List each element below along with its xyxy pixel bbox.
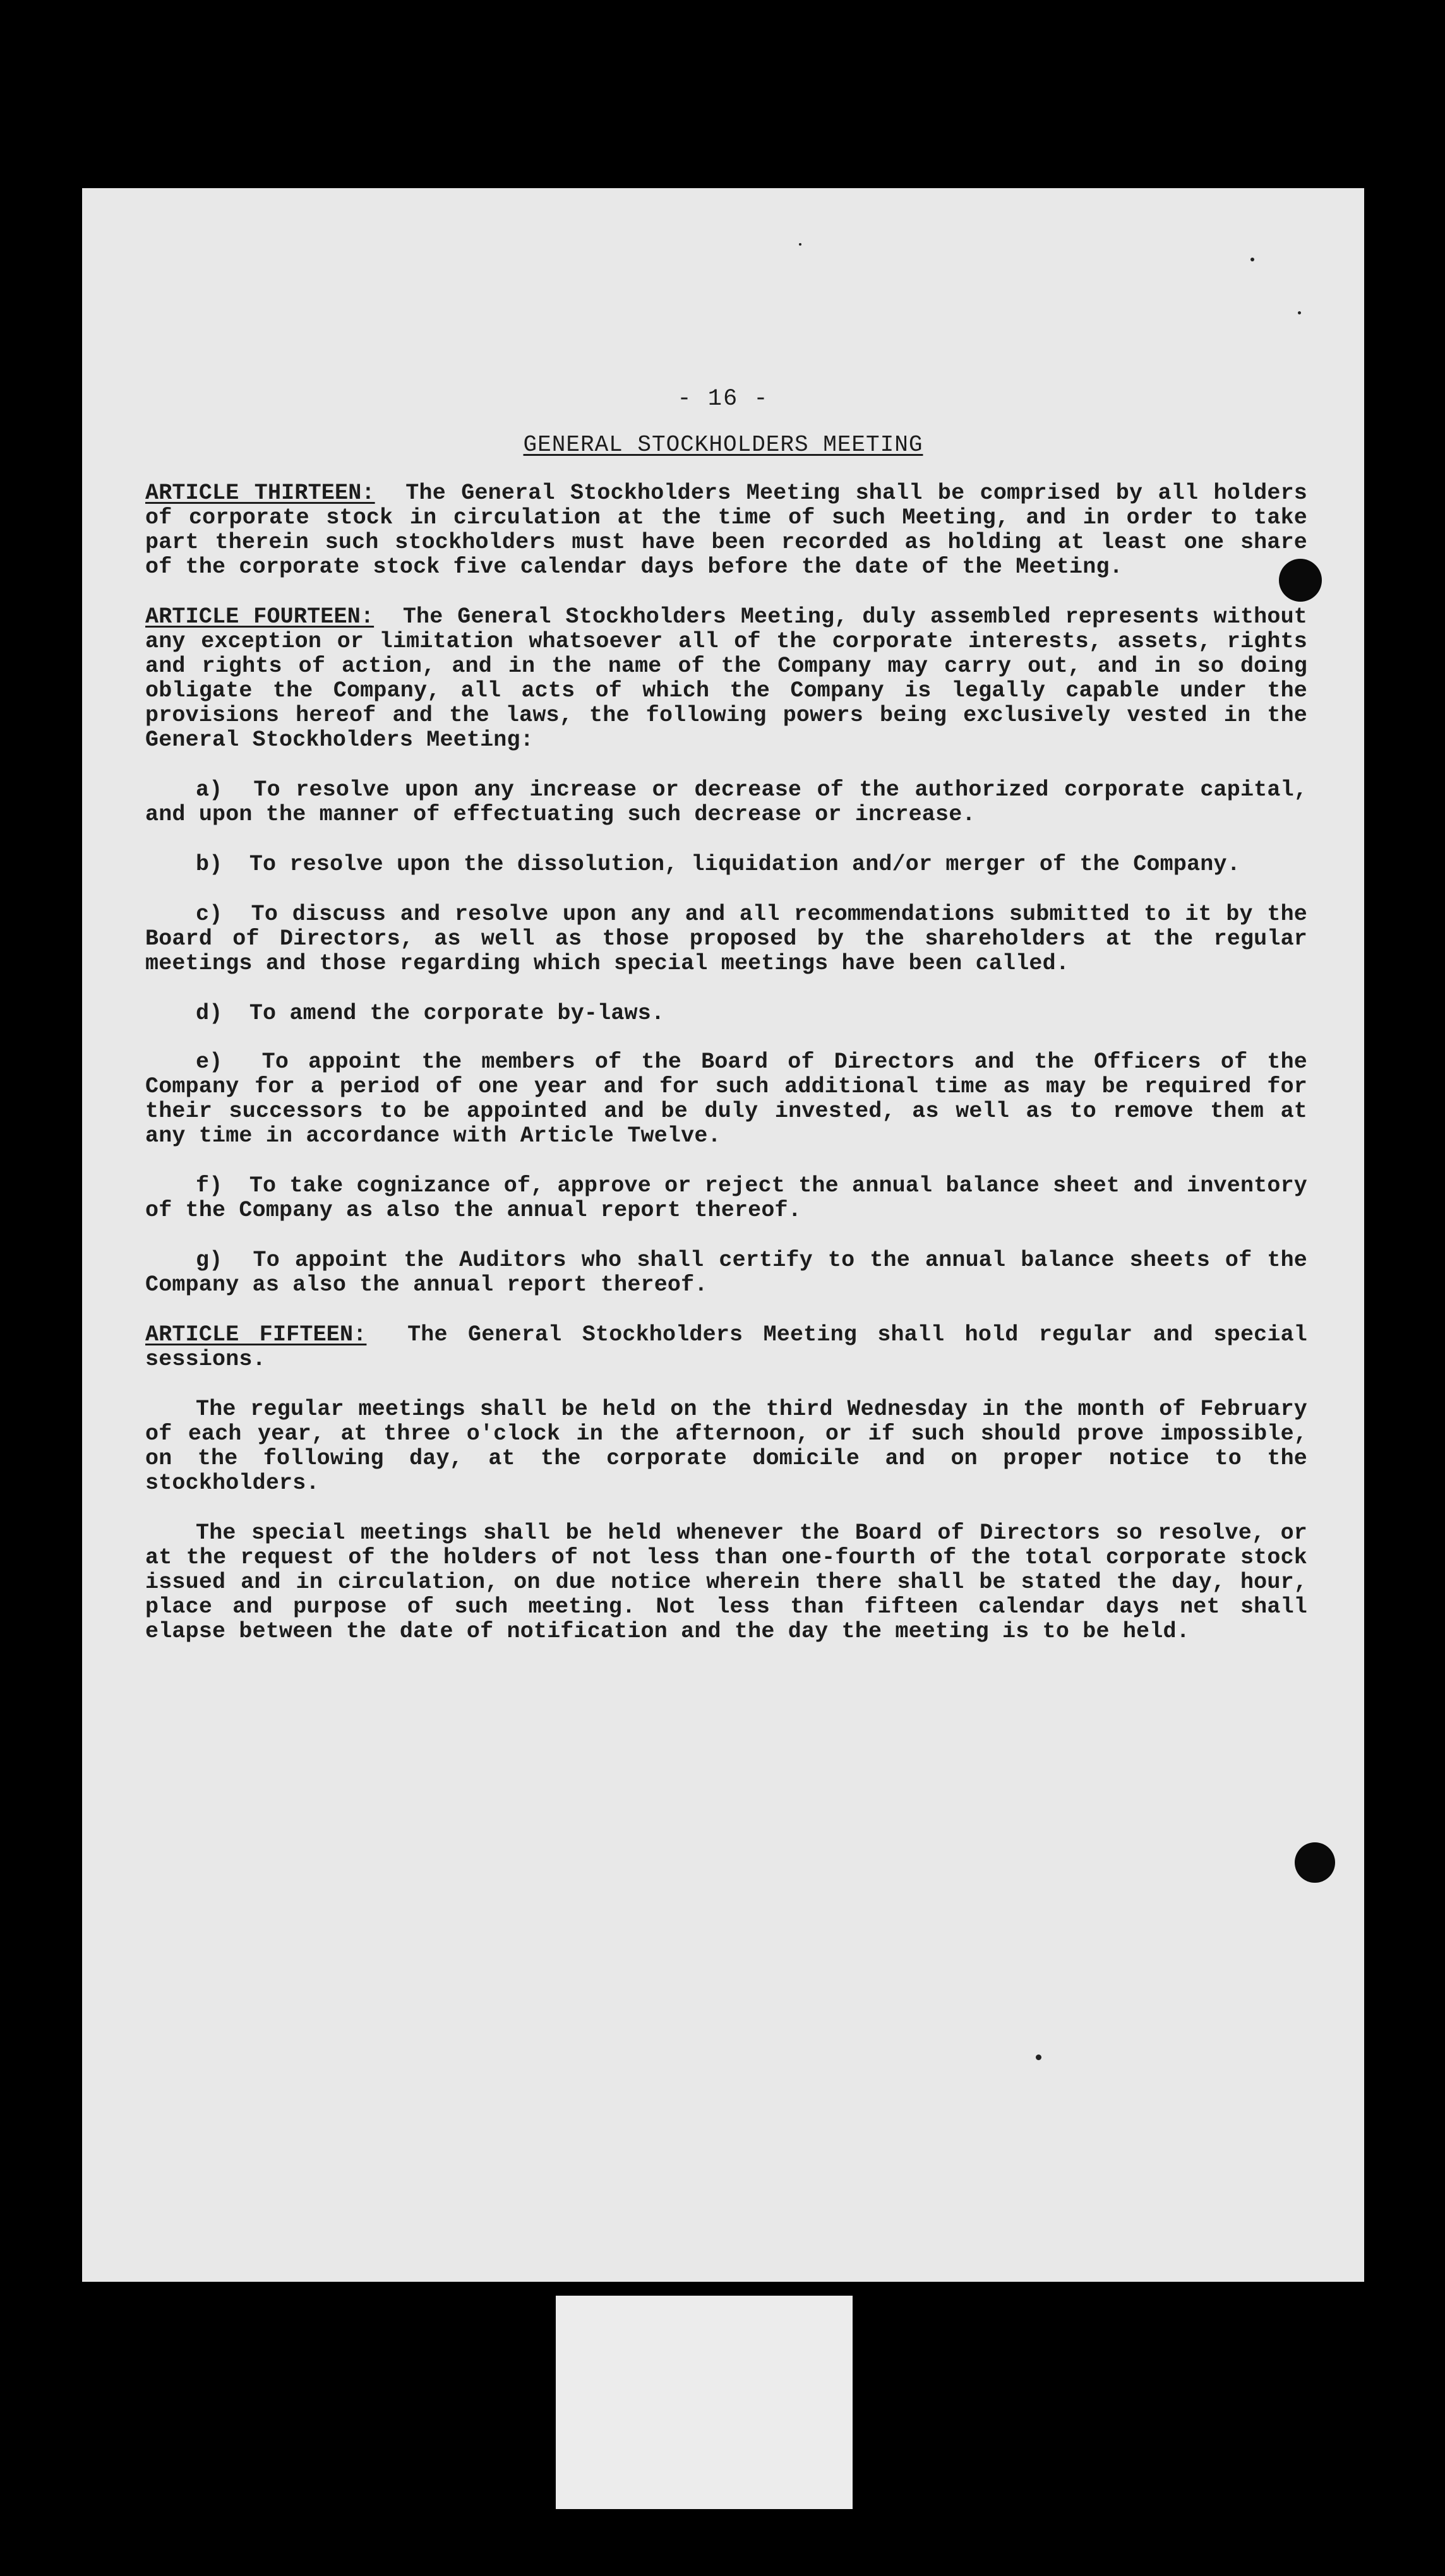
power-item-text: To resolve upon any increase or decrease of the authorized corporate capital, and upon the manner of effectuating such decrease or increase. xyxy=(145,777,1307,827)
power-item-d xyxy=(145,1001,1307,1026)
power-item-label: e) xyxy=(196,1049,223,1075)
power-item-text: To amend the corporate by-laws. xyxy=(249,1001,665,1026)
power-item-label: c) xyxy=(196,902,223,927)
article-thirteen-label: ARTICLE THIRTEEN: xyxy=(145,480,375,506)
article-fifteen-label: ARTICLE FIFTEEN: xyxy=(145,1322,367,1347)
article-fourteen-text: The General Stockholders Meeting, duly assembled represents without any exception or limitation whatsoever all of the corporate interests, assets, rights and rights of action, and in the name of the Company may carry out, and in so doing obligate the Company, all acts of which the Company is legally capable under the provisions hereof and the laws, the following powers being exclusively vested in the General Stockholders Meeting: xyxy=(145,604,1307,753)
article-thirteen xyxy=(145,481,1307,580)
ink-speck xyxy=(799,243,801,246)
article-fifteen-text: The General Stockholders Meeting shall hold regular and special sessions. xyxy=(145,1322,1307,1372)
punch-hole-mark xyxy=(1295,1842,1335,1883)
ink-speck xyxy=(1036,2054,1041,2060)
document-body xyxy=(145,481,1307,1669)
power-item-c xyxy=(145,902,1307,976)
article-fourteen-label: ARTICLE FOURTEEN: xyxy=(145,604,375,629)
power-item-a xyxy=(145,778,1307,827)
page-title xyxy=(82,432,1364,458)
power-item-b xyxy=(145,852,1307,877)
power-item-f xyxy=(145,1174,1307,1223)
document-page xyxy=(82,188,1364,2282)
power-item-label: b) xyxy=(196,852,223,877)
ink-speck xyxy=(1298,311,1301,314)
power-item-label: f) xyxy=(196,1173,223,1198)
article-fifteen xyxy=(145,1323,1307,1372)
page-title-text: GENERAL STOCKHOLDERS MEETING xyxy=(523,432,923,458)
ink-speck xyxy=(1250,258,1254,261)
power-item-text: To discuss and resolve upon any and all recommendations submitted to it by the Board of Directors, as well as those proposed by the shareholders at the regular meetings and those regarding which special meetings have been called. xyxy=(145,902,1307,976)
article-fourteen xyxy=(145,605,1307,753)
power-item-e xyxy=(145,1050,1307,1148)
blank-target-slip xyxy=(556,2296,853,2509)
power-item-label: g) xyxy=(196,1248,223,1273)
power-item-text: To appoint the Auditors who shall certify to the annual balance sheets of the Company as also the annual report thereof. xyxy=(145,1248,1307,1297)
power-item-text: To appoint the members of the Board of Directors and the Officers of the Company for a period of one year and for such additional time as may be required for their successors to be appointed and be duly invested, as well as to remove them at any time in accordance with Article Twelve. xyxy=(145,1049,1307,1148)
power-item-g xyxy=(145,1248,1307,1297)
regular-meetings-paragraph: The regular meetings shall be held on the third Wednesday in the month of February of each year, at three o'clock in the afternoon, or if such should prove impossible, on the following day, at the corporate domicile and on proper notice to the stockholders. xyxy=(145,1397,1307,1496)
power-item-text: To take cognizance of, approve or reject the annual balance sheet and inventory of the Company as also the annual report thereof. xyxy=(145,1173,1307,1223)
punch-hole-mark xyxy=(1279,559,1322,602)
special-meetings-paragraph: The special meetings shall be held whenever the Board of Directors so resolve, or at the request of the holders of not less than one-fourth of the total corporate stock issued and in circulation, on due notice wherein there shall be stated the day, hour, place and purpose of such meeting. Not less than fifteen calendar days net shall elapse between the date of notification and the day the meeting is to be held. xyxy=(145,1520,1307,1644)
page-number: - 16 - xyxy=(677,386,769,412)
power-item-label: a) xyxy=(196,777,223,802)
power-item-label: d) xyxy=(196,1001,223,1026)
power-item-text: To resolve upon the dissolution, liquidation and/or merger of the Company. xyxy=(249,852,1240,877)
article-thirteen-text: The General Stockholders Meeting shall be comprised by all holders of corporate stock in circulation at the time of such Meeting, and in order to take part therein such stockholders must have been recorded as holding at least one share of the corporate stock five calendar days before the date of the Meeting. xyxy=(145,480,1307,580)
